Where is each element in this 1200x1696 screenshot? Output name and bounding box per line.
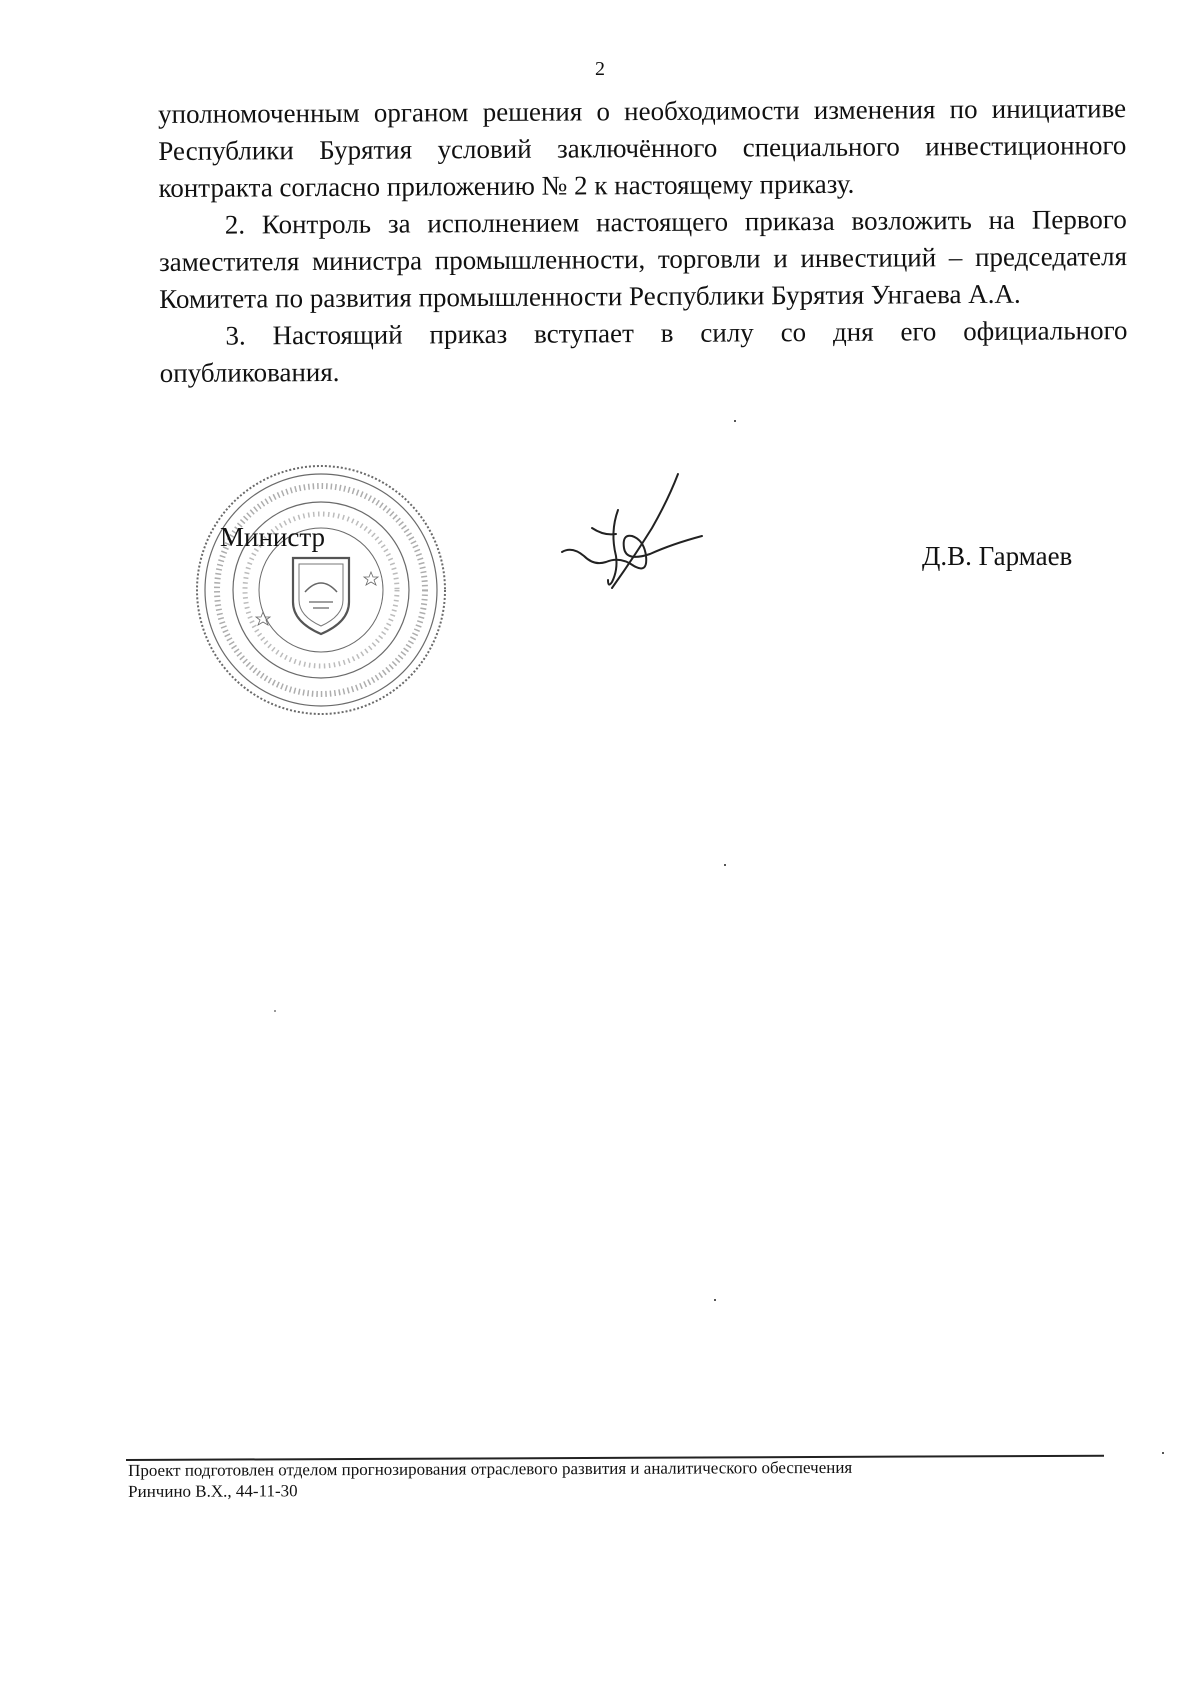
paragraph-item-2: 2. Контроль за исполнением настоящего приказа возложить на Первого заместителя министра промышленности, торговли и инвестиций – председателя Комитета по развития промышленности Республики Бурятия Унгаева А.А. xyxy=(158,204,1128,314)
position-title: Министр xyxy=(220,522,325,552)
contact-line: Ринчино В.Х., 44-11-30 xyxy=(128,1481,298,1501)
page-number: 2 xyxy=(595,58,605,80)
official-seal-icon xyxy=(193,462,449,718)
scan-speck xyxy=(274,1010,276,1012)
signer-name: Д.В. Гармаев xyxy=(922,541,1073,571)
paragraph-continuation: уполномоченным органом решения о необходимости изменения по инициативе Республики Бурятия условий заключённого специального инвестиционного контракта согласно приложению № 2 к настоящему приказу. xyxy=(158,93,1127,203)
scan-speck xyxy=(724,864,726,866)
prepared-by-line: Проект подготовлен отделом прогнозирования отраслевого развития и аналитического обеспечения xyxy=(128,1457,853,1480)
scan-speck xyxy=(1162,1452,1164,1454)
scan-speck xyxy=(734,420,736,422)
paragraph-item-3: 3. Настоящий приказ вступает в силу со дня его официального опубликования. xyxy=(159,315,1128,388)
document-body xyxy=(158,90,1128,392)
footer-note xyxy=(128,1457,852,1502)
scan-speck xyxy=(714,1299,716,1301)
handwritten-signature-icon xyxy=(560,470,710,595)
